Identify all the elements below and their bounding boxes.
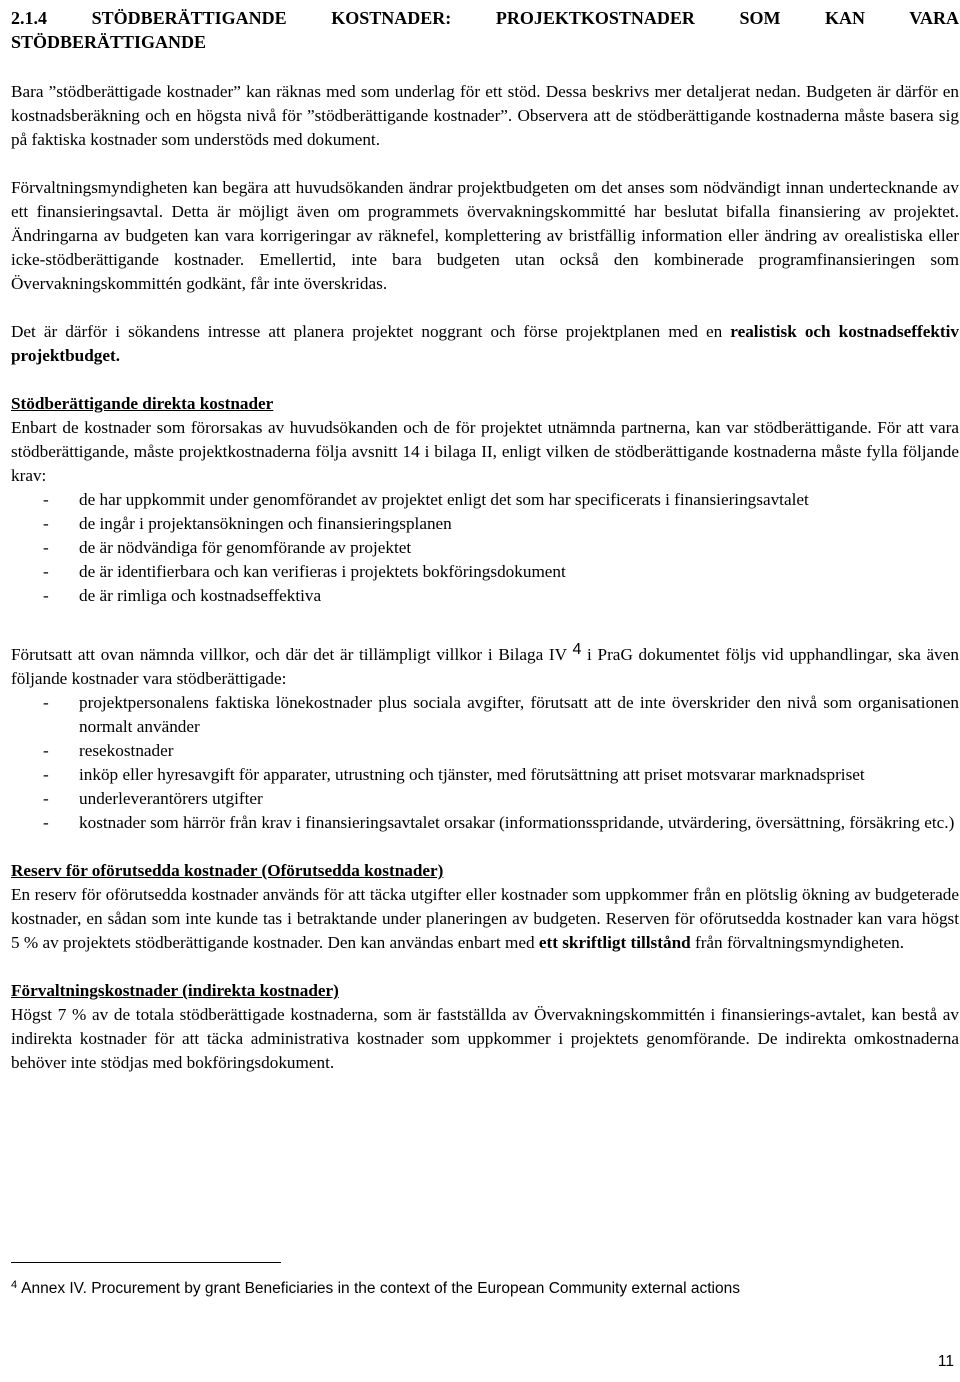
- admin-costs-heading: Förvaltningskostnader (indirekta kostnader): [11, 981, 339, 1000]
- list-item: - projektpersonalens faktiska lönekostnader plus sociala avgifter, förutsatt att de inte överskrider den nivå som organisationen normalt använder: [43, 693, 959, 736]
- footnote: [11, 1274, 740, 1300]
- admin-costs-paragraph: Högst 7 % av de totala stödberättigade kostnaderna, som är fastställda av Övervakningskommittén i finansierings-avtalet, kan bestå av indirekta kostnader för att täcka administrativa kostnader som uppkommer i projektets genomförande. De indirekta omkostnaderna behöver inte stödjas med bokföringsdokument.: [11, 1005, 959, 1072]
- intro-paragraph-1: Bara ”stödberättigade kostnader” kan räknas med som underlag för ett stöd. Dessa beskrivs mer detaljerat nedan. Budgeten är därför en kostnadsberäkning och en högsta nivå för ”stödberättigande kostnader”. Observera att de stödberättigande kostnaderna måste basera sig på faktiska kostnader som understöds med dokument.: [11, 82, 959, 149]
- list-item: - resekostnader: [43, 741, 174, 760]
- reserve-paragraph: En reserv för oförutsedda kostnader används för att täcka utgifter eller kostnader som uppkommer från en plötslig ökning av budgeterade kostnader, en sådan som inte kunde tas i betraktande under planeringen av budgeten. Reserven för oförutsedda kostnader kan vara högst 5 % av projektets stödberättigande kostnader. Den kan användas enbart med ett skriftligt tillstånd från förvaltningsmyndigheten.: [11, 885, 959, 952]
- direct-costs-requirements-list: [11, 488, 959, 608]
- list-item: - de är nödvändiga för genomförande av projektet: [43, 538, 412, 557]
- intro-paragraph-2: Förvaltningsmyndigheten kan begära att huvudsökanden ändrar projektbudgeten om det anses som nödvändigt innan undertecknande av ett finansieringsavtal. Detta är möjligt även om programmets övervakningskommitté har beslutat bifalla finansiering av projektet. Ändringarna av budgeten kan vara korrigeringar av räknefel, komplettering av bristfällig information eller ändring av orealistiska eller icke-stödberättigande kostnader. Emellertid, inte bara budgeten utan också den kombinerade programfinansieringen som Övervakningskommittén godkänt, får inte överskridas.: [11, 178, 959, 293]
- footnote-separator: [11, 1262, 281, 1263]
- document-page: [11, 0, 959, 1075]
- list-item: - kostnader som härrör från krav i finansieringsavtalet orsakar (informationsspridande, utvärdering, översättning, försäkring etc.): [43, 813, 955, 832]
- section-heading-line1: 2.1.4 STÖDBERÄTTIGANDE KOSTNADER: PROJEKTKOSTNADER SOM KAN VARA: [11, 8, 959, 28]
- direct-costs-paragraph: Enbart de kostnader som förorsakas av huvudsökanden och de för projektet utnämnda partnerna, kan var stödberättigande. För att vara stödberättigande, måste projektkostnaderna följa avsnitt 14 i bilaga II, enligt vilken de stödberättigande kostnaderna måste fylla följande krav:: [11, 418, 959, 485]
- section-heading-line2: STÖDBERÄTTIGANDE: [11, 32, 207, 52]
- intro-emphasis: realistisk och kostnadseffektiv projektbudget.: [11, 322, 959, 365]
- intro-paragraph-3: Det är därför i sökandens intresse att planera projektet noggrant och förse projektplanen med en realistisk och kostnadseffektiv projektbudget.: [11, 322, 959, 365]
- list-item: - de har uppkommit under genomförandet av projektet enligt det som har specificerats i finansieringsavtalet: [43, 490, 809, 509]
- list-item: - de ingår i projektansökningen och finansieringsplanen: [43, 514, 452, 533]
- footnote-reference: 4: [572, 641, 582, 658]
- page-number: 11: [937, 1353, 954, 1370]
- reserve-emphasis: ett skriftligt tillstånd: [538, 933, 691, 952]
- list-item: - underleverantörers utgifter: [43, 789, 263, 808]
- section-heading: [11, 6, 959, 54]
- footnote-number: 4: [11, 1279, 18, 1291]
- list-item: - inköp eller hyresavgift för apparater, utrustning och tjänster, med förutsättning att priset motsvarar marknadspriset: [43, 765, 865, 784]
- reserve-heading: Reserv för oförutsedda kostnader (Oförutsedda kostnader): [11, 861, 444, 880]
- eligible-costs-list: [11, 691, 959, 835]
- direct-costs-heading: Stödberättigande direkta kostnader: [11, 394, 274, 413]
- list-item: - de är identifierbara och kan verifieras i projektets bokföringsdokument: [43, 562, 566, 581]
- list-item: - de är rimliga och kostnadseffektiva: [43, 586, 322, 605]
- footnote-text: Annex IV. Procurement by grant Beneficiaries in the context of the European Community external actions: [21, 1280, 740, 1297]
- procurement-paragraph: Förutsatt att ovan nämnda villkor, och där det är tillämpligt villkor i Bilaga IV 4 i PraG dokumentet följs vid upphandlingar, ska även följande kostnader vara stödberättigade:: [11, 641, 959, 688]
